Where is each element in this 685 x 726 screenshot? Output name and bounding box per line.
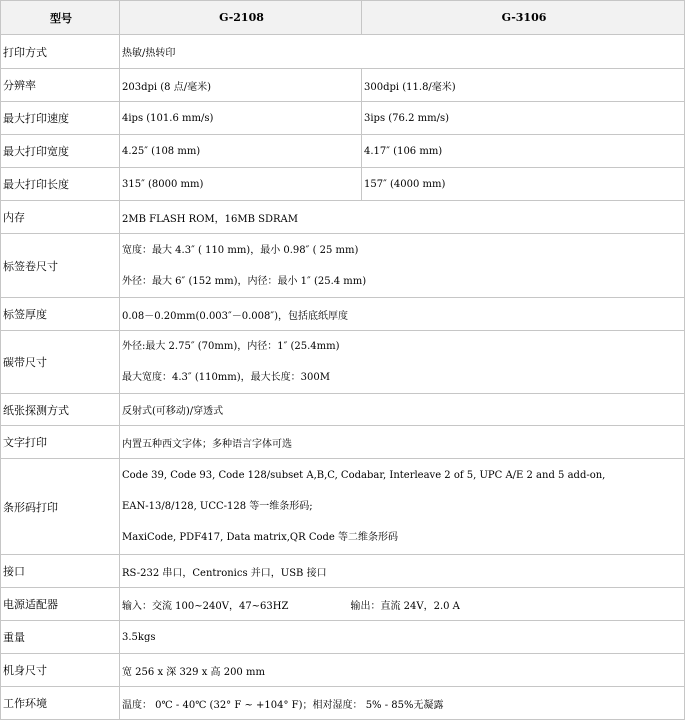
value-max-width-a: 4.25″ (108 mm) — [120, 135, 362, 168]
label-barcode: 条形码打印 — [1, 459, 120, 555]
value-ribbon — [120, 331, 685, 394]
label-max-length: 最大打印长度 — [1, 168, 120, 201]
value-environment: 温度： 0℃ - 40℃ (32° F ~ +104° F)；相对湿度： 5% - 85%无凝露 — [120, 687, 685, 720]
barcode-1d-more: EAN-13/8/128, UCC-128 等一维条形码; — [122, 501, 313, 512]
row-environment — [1, 687, 685, 720]
row-max-length — [1, 168, 685, 201]
value-print-method: 热敏/热转印 — [120, 35, 685, 69]
label-label-thickness: 标签厚度 — [1, 298, 120, 331]
value-weight: 3.5kgs — [120, 621, 685, 654]
ribbon-width-length: 最大宽度：4.3″ (110mm)，最大长度：300M — [122, 372, 330, 383]
label-memory: 内存 — [1, 201, 120, 234]
label-resolution: 分辨率 — [1, 69, 120, 102]
row-power — [1, 588, 685, 621]
row-interface — [1, 555, 685, 588]
label-print-method: 打印方式 — [1, 35, 120, 69]
value-sensor: 反射式(可移动)/穿透式 — [120, 394, 685, 426]
value-barcode — [120, 459, 685, 555]
row-sensor — [1, 394, 685, 426]
row-memory — [1, 201, 685, 234]
power-output: 输出：直流 24V，2.0 A — [350, 600, 460, 612]
label-environment: 工作环境 — [1, 687, 120, 720]
row-barcode — [1, 459, 685, 555]
row-max-speed — [1, 102, 685, 135]
row-dimensions — [1, 654, 685, 687]
header-model-a: G-2108 — [120, 1, 362, 35]
label-dimensions: 机身尺寸 — [1, 654, 120, 687]
row-print-method — [1, 35, 685, 69]
value-label-roll — [120, 234, 685, 298]
value-resolution-b: 300dpi (11.8/毫米) — [362, 69, 685, 102]
row-fonts — [1, 426, 685, 459]
value-power — [120, 588, 685, 621]
label-max-width: 最大打印宽度 — [1, 135, 120, 168]
row-label-roll — [1, 234, 685, 298]
value-memory: 2MB FLASH ROM，16MB SDRAM — [120, 201, 685, 234]
ribbon-diameter: 外径:最大 2.75″ (70mm)，内径：1″ (25.4mm) — [122, 341, 340, 352]
value-max-speed-a: 4ips (101.6 mm/s) — [120, 102, 362, 135]
row-ribbon — [1, 331, 685, 394]
barcode-1d-list: Code 39, Code 93, Code 128/subset A,B,C, Codabar, Interleave 2 of 5, UPC A/E 2 and 5 add-on, — [122, 470, 606, 481]
header-model-label: 型号 — [1, 1, 120, 35]
row-weight — [1, 621, 685, 654]
row-label-thickness — [1, 298, 685, 331]
label-weight: 重量 — [1, 621, 120, 654]
value-max-width-b: 4.17″ (106 mm) — [362, 135, 685, 168]
label-sensor: 纸张探测方式 — [1, 394, 120, 426]
value-interface: RS-232 串口，Centronics 并口，USB 接口 — [120, 555, 685, 588]
value-fonts: 内置五种西文字体；多种语言字体可选 — [120, 426, 685, 459]
row-max-width — [1, 135, 685, 168]
power-input: 输入：交流 100~240V，47~63HZ — [122, 600, 289, 612]
header-row — [1, 1, 685, 35]
barcode-2d-list: MaxiCode, PDF417, Data matrix,QR Code 等二维条形码 — [122, 532, 398, 543]
row-resolution — [1, 69, 685, 102]
label-max-speed: 最大打印速度 — [1, 102, 120, 135]
value-max-speed-b: 3ips (76.2 mm/s) — [362, 102, 685, 135]
label-fonts: 文字打印 — [1, 426, 120, 459]
label-interface: 接口 — [1, 555, 120, 588]
value-max-length-a: 315″ (8000 mm) — [120, 168, 362, 201]
label-roll-diameter: 外径：最大 6″ (152 mm)，内径：最小 1″ (25.4 mm) — [122, 275, 367, 287]
header-model-b: G-3106 — [362, 1, 685, 35]
value-max-length-b: 157″ (4000 mm) — [362, 168, 685, 201]
label-ribbon: 碳带尺寸 — [1, 331, 120, 394]
value-dimensions: 宽 256 x 深 329 x 高 200 mm — [120, 654, 685, 687]
label-label-roll: 标签卷尺寸 — [1, 234, 120, 298]
label-power: 电源适配器 — [1, 588, 120, 621]
label-roll-width: 宽度：最大 4.3″ ( 110 mm)，最小 0.98″ ( 25 mm) — [122, 244, 359, 256]
value-resolution-a: 203dpi (8 点/毫米) — [120, 69, 362, 102]
value-label-thickness: 0.08－0.20mm(0.003″－0.008″)，包括底纸厚度 — [120, 298, 685, 331]
